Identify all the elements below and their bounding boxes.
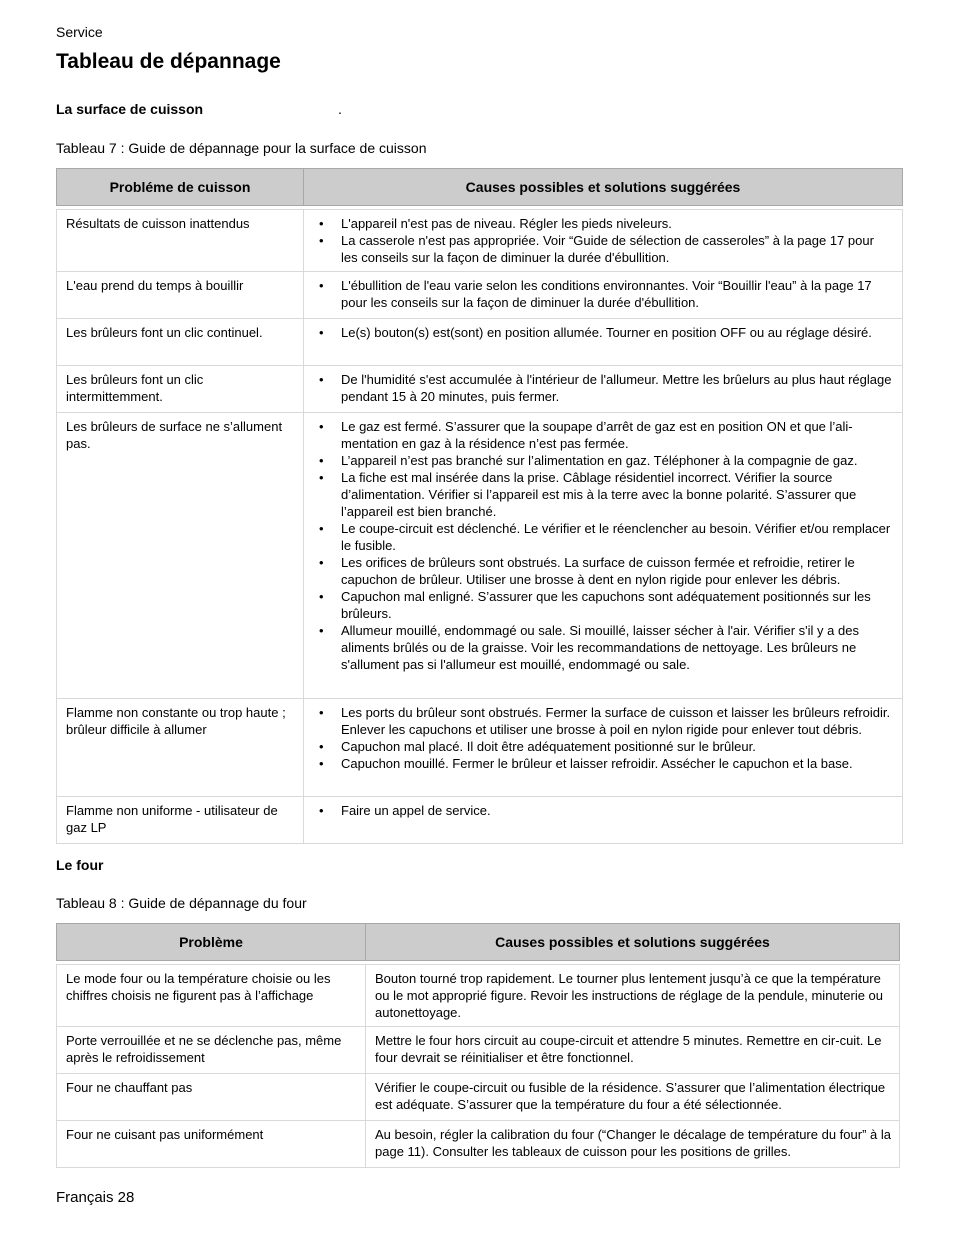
table-row <box>57 319 903 366</box>
problem-cell: Four ne cuisant pas uniformément <box>57 1121 366 1168</box>
column-header-solutions: Causes possibles et solutions suggérées <box>366 924 900 961</box>
column-header-causes: Causes possibles et solutions suggérées <box>304 169 903 206</box>
oven-heading: Le four <box>56 857 104 873</box>
problem-cell: Les brûleurs font un clic continuel. <box>57 319 304 366</box>
problem-cell: L'eau prend du temps à bouillir <box>57 272 304 319</box>
cause-item: • Le gaz est fermé. S’assurer que la soupape d’arrêt de gaz est en position ON et que l’ali-mentation en gaz à la résidence n’est pas fermée. <box>313 418 894 452</box>
solution-cell: Bouton tourné trop rapidement. Le tourner plus lentement jusqu’à ce que la température ou le mot approprié figure. Revoir les instructions de réglage de la pendule, minuterie ou autonettoyage. <box>366 965 900 1027</box>
cause-item: • Le coupe-circuit est déclenché. Le vérifier et le réenclencher au besoin. Vérifier et/ou remplacer le fusible. <box>313 520 894 554</box>
problem-cell: Porte verrouillée et ne se déclenche pas, même après le refroidissement <box>57 1027 366 1074</box>
cooktop-heading <box>56 101 342 117</box>
cause-item: • L'appareil n'est pas de niveau. Régler les pieds niveleurs. <box>313 215 894 232</box>
causes-cell <box>304 699 903 797</box>
table-row <box>57 1027 900 1074</box>
column-header-problem: Probléme de cuisson <box>57 169 304 206</box>
solution-cell: Au besoin, régler la calibration du four (“Changer le décalage de température du four” à la page 11). Consulter les tableaux de cuisson pour les positions de grilles. <box>366 1121 900 1168</box>
table-row <box>57 366 903 413</box>
cause-item: • La casserole n'est pas appropriée. Voir “Guide de sélection de casseroles” à la page 17 pour les conseils sur la façon de diminuer la durée d'ébullition. <box>313 232 894 266</box>
table-row <box>57 1121 900 1168</box>
table-row <box>57 965 900 1027</box>
causes-cell <box>304 319 903 366</box>
problem-cell: Les brûleurs de surface ne s’allument pas. <box>57 413 304 699</box>
oven-troubleshooting-table <box>56 923 900 1168</box>
table-header-row <box>57 924 900 961</box>
solution-cell: Mettre le four hors circuit au coupe-circuit et attendre 5 minutes. Remettre en cir-cuit. Le four devrait se réinitialiser et être fonctionnel. <box>366 1027 900 1074</box>
cooktop-table-caption: Tableau 7 : Guide de dépannage pour la surface de cuisson <box>56 140 427 156</box>
cause-item: • De l'humidité s'est accumulée à l'intérieur de l'allumeur. Mettre les brûelurs au plus haut réglage pendant 15 à 20 minutes, puis fermer. <box>313 371 894 405</box>
problem-cell: Flamme non constante ou trop haute ; brûleur difficile à allumer <box>57 699 304 797</box>
table-row <box>57 210 903 272</box>
table-row <box>57 699 903 797</box>
table-row <box>57 413 903 699</box>
problem-cell: Flamme non uniforme - utilisateur de gaz LP <box>57 797 304 844</box>
cause-item: • L'ébullition de l'eau varie selon les conditions environnantes. Voir “Bouillir l'eau” à la page 17 pour les conseils sur la façon de diminuer la durée d'ébullition. <box>313 277 894 311</box>
causes-cell <box>304 413 903 699</box>
causes-cell <box>304 366 903 413</box>
causes-cell <box>304 210 903 272</box>
cause-item: • Capuchon mal placé. Il doit être adéquatement positionné sur le brûleur. <box>313 738 894 755</box>
table-row <box>57 797 903 844</box>
oven-table-caption: Tableau 8 : Guide de dépannage du four <box>56 895 307 911</box>
cause-item: • Faire un appel de service. <box>313 802 894 819</box>
cause-item: • La fiche est mal insérée dans la prise. Câblage résidentiel incorrect. Vérifier la source d’alimentation. Vérifier si l’appareil est mis à la terre avec la bonne polarité. S’assurer que l’appareil est bien branché. <box>313 469 894 520</box>
page-number: Français 28 <box>56 1189 135 1206</box>
causes-cell <box>304 272 903 319</box>
cooktop-heading-text: La surface de cuisson <box>56 101 204 117</box>
cause-item: • Capuchon mouillé. Fermer le brûleur et laisser refroidir. Assécher le capuchon et la base. <box>313 755 894 772</box>
causes-cell <box>304 797 903 844</box>
table-row <box>57 1074 900 1121</box>
page-title: Tableau de dépannage <box>56 50 281 73</box>
cooktop-troubleshooting-table <box>56 168 903 844</box>
table-header-row <box>57 169 903 206</box>
section-label: Service <box>56 24 103 40</box>
cooktop-heading-dot: . <box>338 101 342 117</box>
cause-item: • Capuchon mal enligné. S’assurer que les capuchons sont adéquatement positionnés sur les brûleurs. <box>313 588 894 622</box>
cause-item: • Les orifices de brûleurs sont obstrués. La surface de cuisson fermée et refroidie, retirer le capuchon de brûleur. Utiliser une brosse à dent en nylon rigide pour enlever les débris. <box>313 554 894 588</box>
table-row <box>57 272 903 319</box>
solution-cell: Vérifier le coupe-circuit ou fusible de la résidence. S’assurer que l’alimentation électrique est adéquate. S’assurer que la température du four a été sélectionnée. <box>366 1074 900 1121</box>
problem-cell: Les brûleurs font un clic intermittemment. <box>57 366 304 413</box>
problem-cell: Four ne chauffant pas <box>57 1074 366 1121</box>
problem-cell: Le mode four ou la température choisie ou les chiffres choisis ne figurent pas à l’affichage <box>57 965 366 1027</box>
problem-cell: Résultats de cuisson inattendus <box>57 210 304 272</box>
cause-item: • L’appareil n’est pas branché sur l’alimentation en gaz. Téléphoner à la compagnie de gaz. <box>313 452 894 469</box>
cause-item: • Allumeur mouillé, endommagé ou sale. Si mouillé, laisser sécher à l'air. Vérifier s'il y a des aliments brûlés ou de la graisse. Voir les recommandations de nettoyage. Les brûleurs ne s'allument pas si l'allumeur est mouillé, endommagé ou sale. <box>313 622 894 673</box>
cause-item: • Le(s) bouton(s) est(sont) en position allumée. Tourner en position OFF ou au réglage désiré. <box>313 324 894 341</box>
column-header-problem: Problème <box>57 924 366 961</box>
cause-item: • Les ports du brûleur sont obstrués. Fermer la surface de cuisson et laisser les brûleurs refroidir. Enlever les capuchons et utiliser une brosse à poil en nylon rigide pour enlever tout débris. <box>313 704 894 738</box>
